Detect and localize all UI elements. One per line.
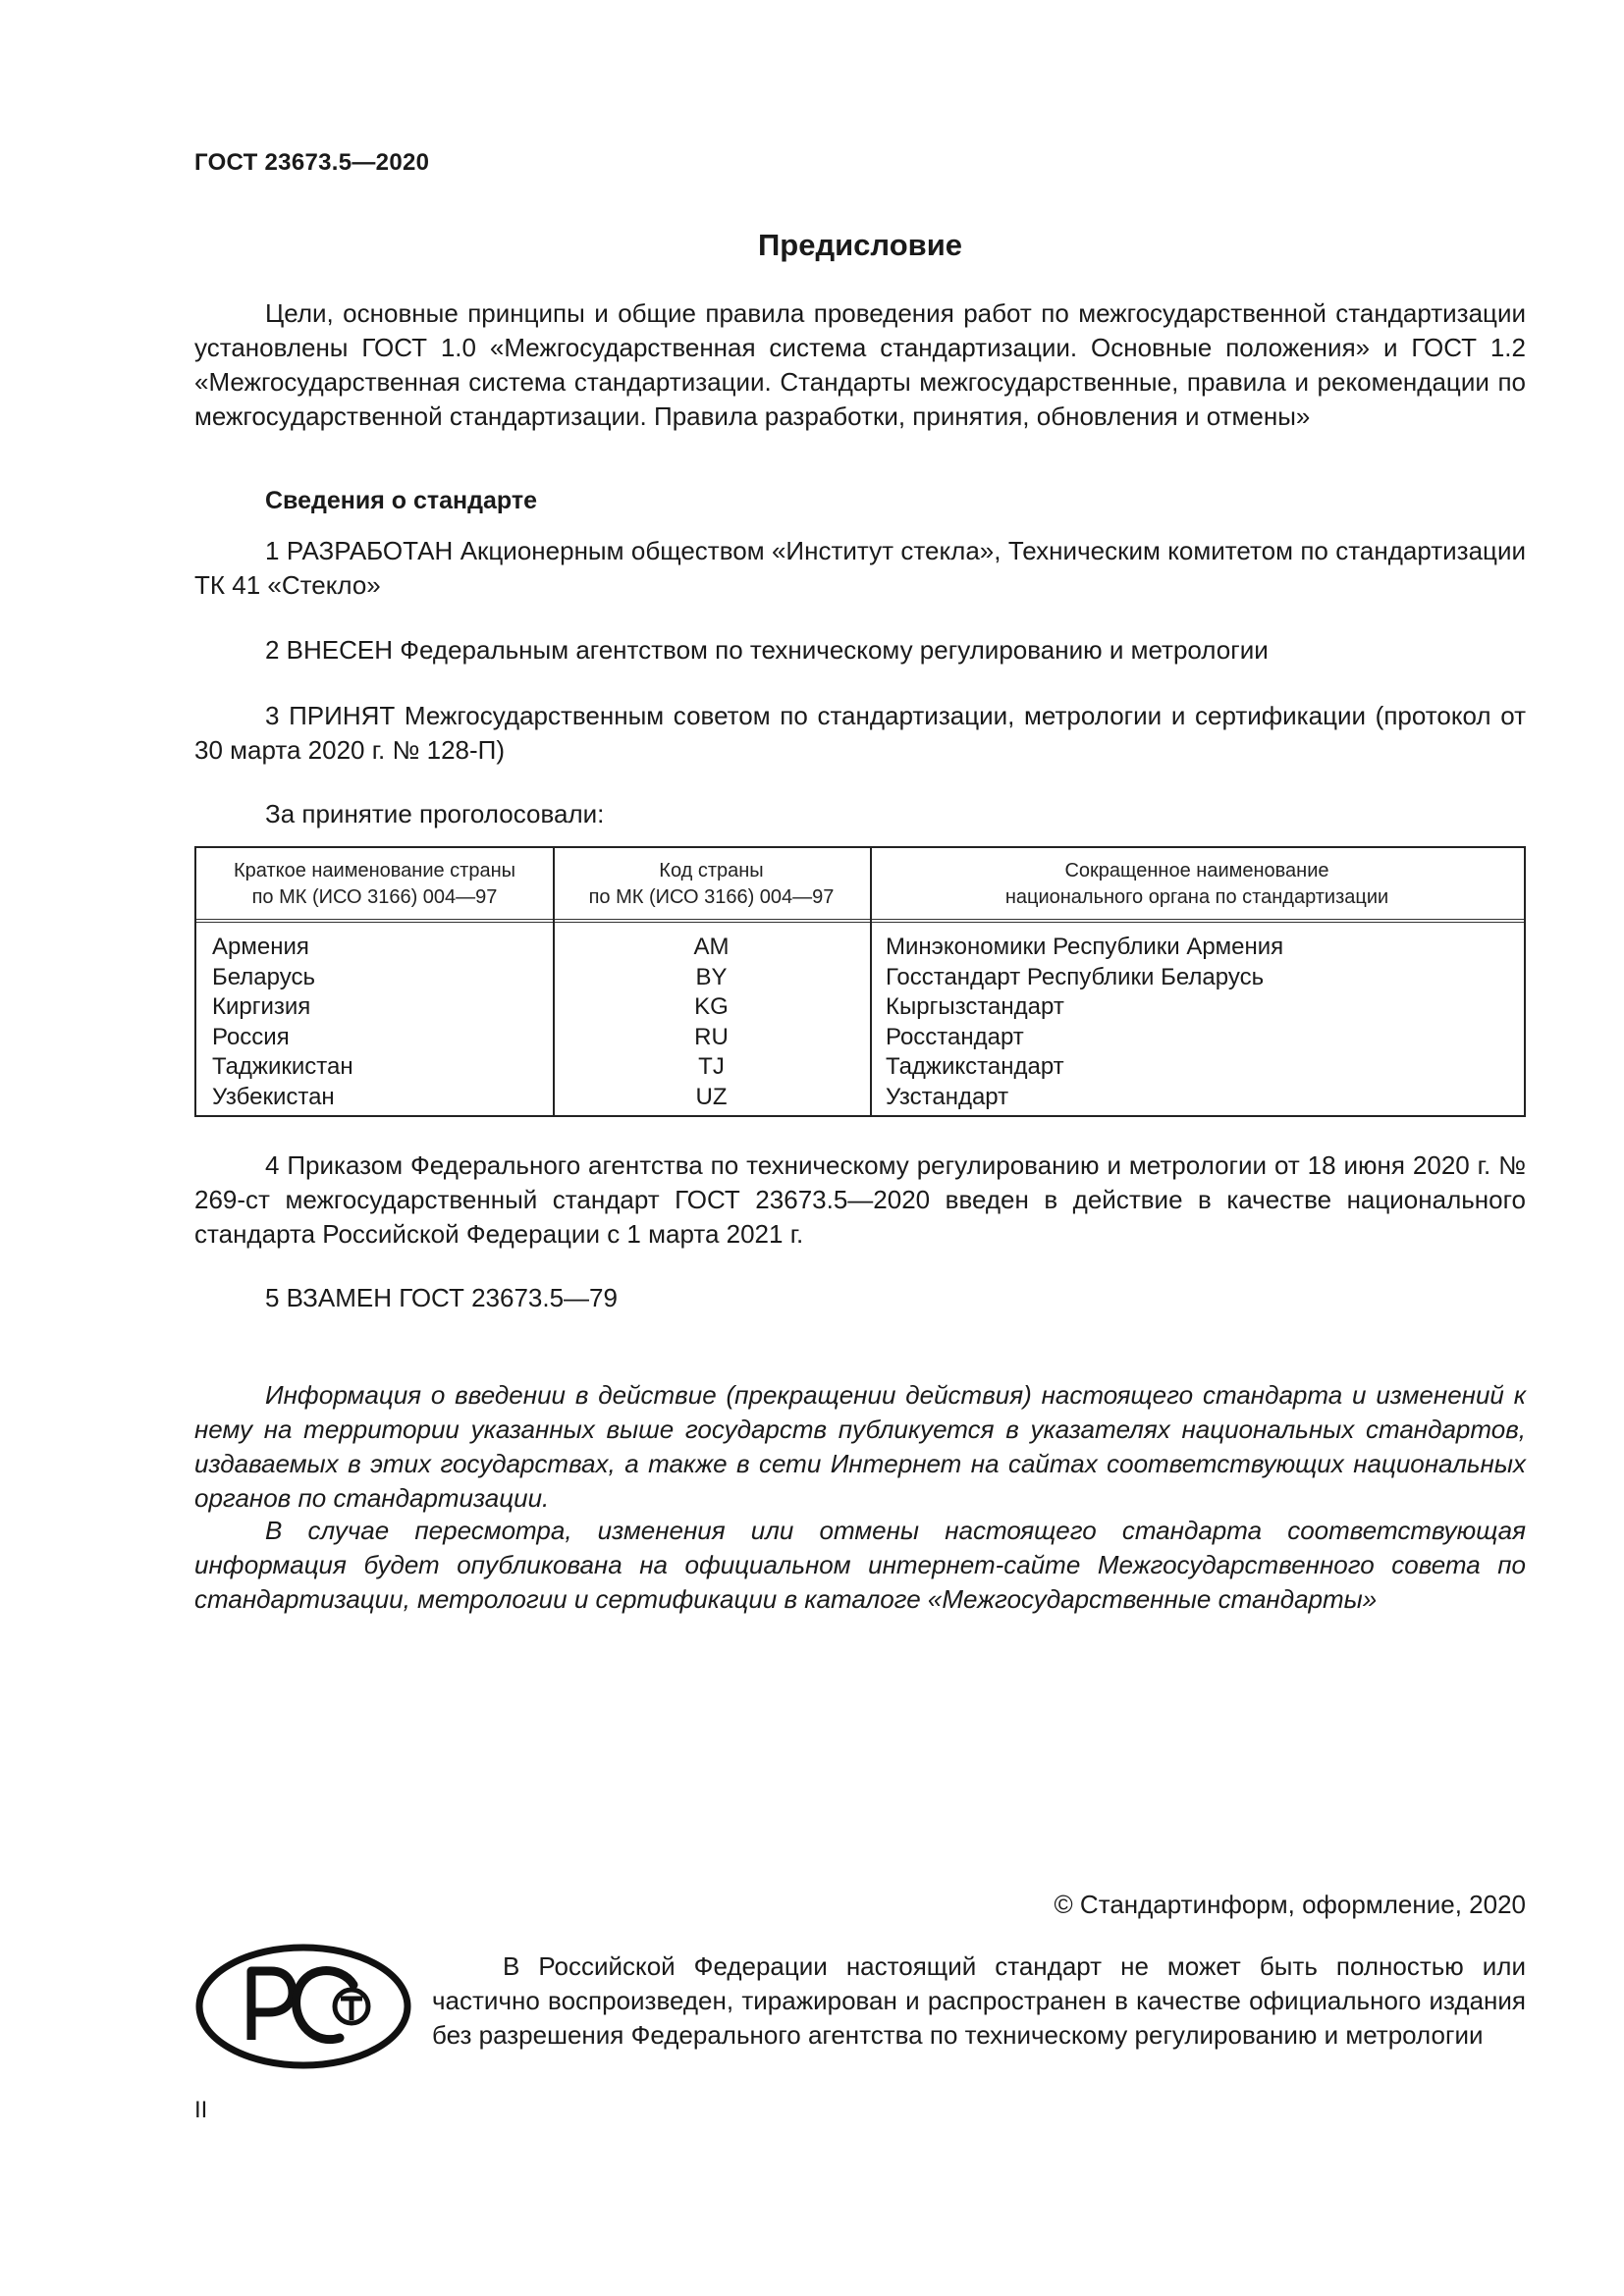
- page-number: II: [194, 2097, 208, 2123]
- item-submitted: 2 ВНЕСЕН Федеральным агентством по техническому регулированию и метрологии: [265, 635, 1269, 665]
- table-cell: Таджикстандарт: [886, 1053, 1064, 1080]
- voted-label: За принятие проголосовали:: [265, 799, 605, 828]
- table-cell: RU: [694, 1023, 729, 1050]
- notice-paragraph: Информация о введении в действие (прекращении действия) настоящего стандарта и изменений к нему на территории указанных выше государств публикуется в указателях национальных стандартов, издаваемых в этих государствах, а также в сети Интернет на сайтах соответствующих национальных органов по стандартизации.: [194, 1380, 1526, 1513]
- copyright-line: © Стандартинформ, оформление, 2020: [1054, 1890, 1526, 1919]
- table-cell: Госстандарт Республики Беларусь: [886, 963, 1265, 990]
- table-cell: Таджикистан: [212, 1053, 353, 1080]
- rights-paragraph: В Российской Федерации настоящий стандарт не может быть полностью или частично воспроизведен, тиражирован и распространен в качестве официального издания без разрешения Федерального агентства по техническому регулированию и метрологии: [432, 1951, 1526, 2050]
- table-cell: AM: [693, 934, 730, 960]
- item-replaces: 5 ВЗАМЕН ГОСТ 23673.5—79: [265, 1283, 618, 1312]
- table-cell: Киргизия: [212, 993, 311, 1020]
- table-cell: BY: [695, 963, 728, 990]
- column-body: [886, 933, 1514, 1112]
- table-cell: KG: [694, 993, 729, 1020]
- table-cell: Узстандарт: [886, 1083, 1009, 1110]
- header-code: Код страны по МК (ИСО 3166) 004—97: [588, 860, 835, 908]
- header-country: Краткое наименование страны по МК (ИСО 3166) 004—97: [233, 860, 516, 908]
- column-country: [212, 933, 546, 1112]
- table-cell: Россия: [212, 1023, 290, 1050]
- table-cell: Узбекистан: [212, 1083, 335, 1110]
- item-adopted: 3 ПРИНЯТ Межгосударственным советом по стандартизации, метрологии и сертификации (протокол от 30 марта 2020 г. № 128-П): [194, 701, 1526, 765]
- page-title: Предисловие: [757, 228, 962, 262]
- table-cell: Кыргызстандарт: [886, 993, 1064, 1020]
- table-cell: Армения: [212, 934, 309, 960]
- countries-table: [194, 846, 1526, 1117]
- intro-paragraph: Цели, основные принципы и общие правила проведения работ по межгосударственной стандартизации установлены ГОСТ 1.0 «Межгосударственная система стандартизации. Основные положения» и ГОСТ 1.2 «Межгосударственная система стандартизации. Стандарты межгосударственные, правила и рекомендации по межгосударственной стандартизации. Правила разработки, принятия, обновления и отмены»: [194, 298, 1526, 431]
- pct-logo-icon: [194, 1942, 412, 2076]
- column-code: [553, 933, 870, 1112]
- item-developed: 1 РАЗРАБОТАН Акционерным обществом «Институт стекла», Техническим комитетом по стандартизации ТК 41 «Стекло»: [194, 536, 1526, 600]
- table-cell: Минэкономики Республики Армения: [886, 934, 1284, 960]
- header-body: Сокращенное наименование национального органа по стандартизации: [1004, 860, 1389, 908]
- table-cell: TJ: [698, 1053, 725, 1080]
- info-heading: Сведения о стандарте: [265, 487, 538, 514]
- table-cell: Росстандарт: [886, 1023, 1024, 1050]
- table-cell: UZ: [695, 1083, 728, 1110]
- notice-paragraph: В случае пересмотра, изменения или отмены настоящего стандарта соответствующая информация будет опубликована на официальном интернет-сайте Межгосударственного совета по стандартизации, метрологии и сертификации в каталоге «Межгосударственные стандарты»: [194, 1516, 1526, 1614]
- table-cell: Беларусь: [212, 963, 315, 990]
- item-enacted: 4 Приказом Федерального агентства по техническому регулированию и метрологии от 18 июня 2020 г. № 269-ст межгосударственный стандарт ГОСТ 23673.5—2020 введен в действие в качестве национального стандарта Российской Федерации с 1 марта 2021 г.: [194, 1150, 1526, 1249]
- document-number: ГОСТ 23673.5—2020: [194, 149, 430, 176]
